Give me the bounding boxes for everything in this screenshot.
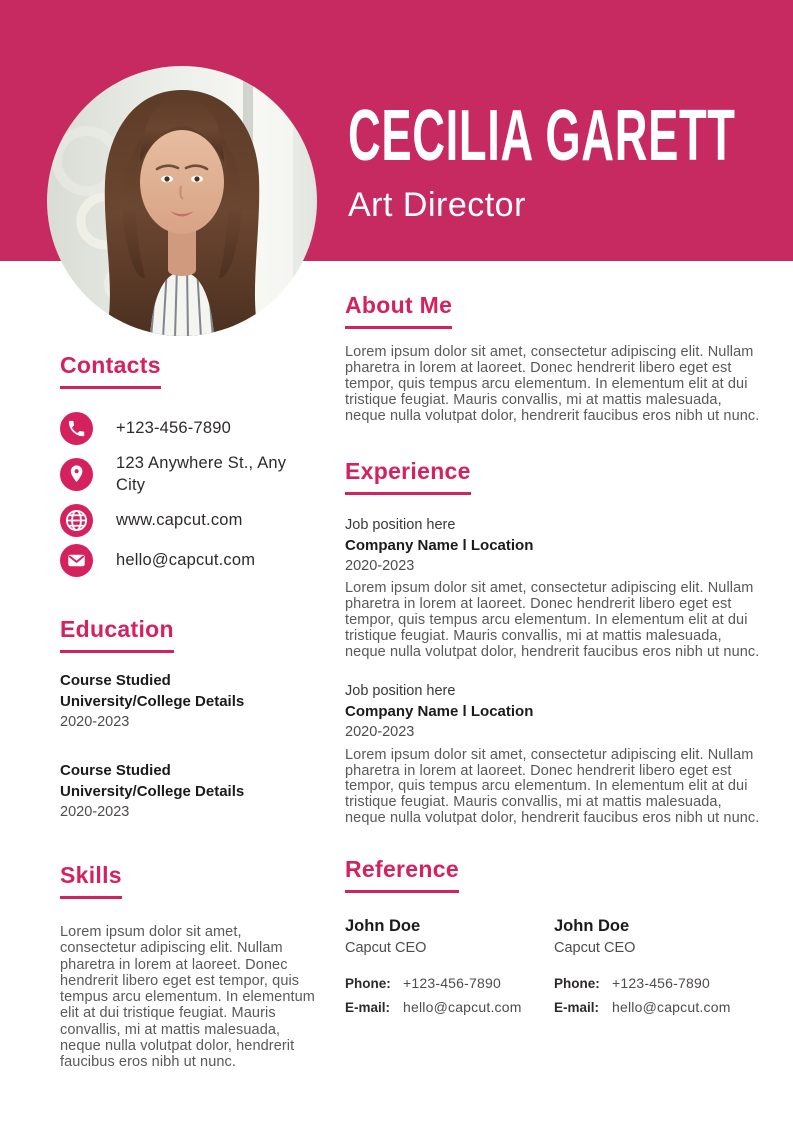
phone-icon (60, 412, 93, 445)
education-course: Course Studied (60, 761, 171, 779)
job-company: Company Name l Location (345, 703, 534, 721)
person-name: CECILIA GARETT (348, 96, 736, 176)
contact-phone: +123-456-7890 (116, 419, 231, 438)
education-course: Course Studied (60, 671, 171, 689)
profile-photo (47, 66, 317, 336)
reference-phone: +123-456-7890 (403, 974, 501, 991)
skills-section (60, 862, 318, 1070)
portrait-illustration (47, 66, 317, 336)
job-years: 2020-2023 (345, 724, 415, 741)
globe-icon (60, 504, 93, 537)
contacts-section (60, 352, 318, 577)
reference-email: hello@capcut.com (612, 998, 731, 1015)
reference-email-line (345, 999, 554, 1015)
reference-section (345, 856, 763, 1023)
about-heading: About Me (345, 292, 452, 329)
reference-entry (554, 915, 763, 1023)
person-job-title: Art Director (348, 186, 526, 225)
education-heading: Education (60, 616, 174, 653)
reference-name: John Doe (345, 917, 421, 936)
email-icon (60, 544, 93, 577)
contact-address: 123 Anywhere St., Any City (116, 454, 287, 495)
contact-row-address (60, 452, 318, 497)
phone-label: Phone: (554, 975, 600, 991)
about-section (345, 292, 763, 425)
reference-entry (345, 915, 554, 1023)
reference-phone-line (554, 975, 763, 991)
skills-text: Lorem ipsum dolor sit amet, consectetur adipiscing elit. Nullam pharetra in lorem at laoreet. Donec hendrerit libero eget est tempor, quis tempus arcu elementum. In elementum elit at dui tristique feugiat. Mauris convallis, mi at mattis malesuada, neque nulla volutpat dolor, hendrerit faucibus eros nibh ut nunc. (60, 924, 315, 1070)
contact-list (60, 412, 318, 577)
phone-label: Phone: (345, 975, 391, 991)
contact-website: www.capcut.com (116, 510, 243, 529)
contact-row-phone (60, 412, 318, 445)
reference-heading: Reference (345, 856, 459, 893)
email-label: E-mail: (554, 999, 600, 1015)
reference-email: hello@capcut.com (403, 998, 522, 1015)
reference-email-line (554, 999, 763, 1015)
about-text: Lorem ipsum dolor sit amet, consectetur adipiscing elit. Nullam pharetra in lorem at laoreet. Donec hendrerit libero eget est tempor, quis tempus arcu elementum. In elementum elit at dui tristique feugiat. Mauris convallis, mi at mattis malesuada, neque nulla volutpat dolor, hendrerit faucibus eros nibh ut nunc. (345, 344, 760, 424)
location-pin-icon (60, 458, 93, 491)
education-school: University/College Details (60, 692, 245, 710)
email-label: E-mail: (345, 999, 391, 1015)
education-section (60, 616, 318, 823)
skills-heading: Skills (60, 862, 122, 899)
education-years: 2020-2023 (60, 803, 130, 820)
reference-name: John Doe (554, 917, 630, 936)
reference-role: Capcut CEO (554, 939, 636, 956)
contact-row-email (60, 544, 318, 577)
reference-phone: +123-456-7890 (612, 974, 710, 991)
reference-role: Capcut CEO (345, 939, 427, 956)
reference-grid (345, 915, 763, 1023)
reference-phone-line (345, 975, 554, 991)
education-entry (60, 760, 318, 822)
education-school: University/College Details (60, 782, 245, 800)
job-years: 2020-2023 (345, 557, 415, 574)
education-entry (60, 670, 318, 732)
left-column (60, 352, 318, 1070)
experience-heading: Experience (345, 458, 471, 495)
job-company: Company Name l Location (345, 536, 534, 554)
job-description: Lorem ipsum dolor sit amet, consectetur adipiscing elit. Nullam pharetra in lorem at laoreet. Donec hendrerit libero eget est tempor, quis tempus arcu elementum. In elementum elit at dui tristique feugiat. Mauris convallis, mi at mattis malesuada, neque nulla volutpat dolor, hendrerit faucibus eros nibh ut nunc. (345, 580, 760, 661)
experience-section (345, 458, 763, 828)
header-text (348, 96, 793, 225)
contact-email: hello@capcut.com (116, 550, 256, 569)
job-description: Lorem ipsum dolor sit amet, consectetur adipiscing elit. Nullam pharetra in lorem at laoreet. Donec hendrerit libero eget est tempor, quis tempus arcu elementum. In elementum elit at dui tristique feugiat. Mauris convallis, mi at mattis malesuada, neque nulla volutpat dolor, hendrerit faucibus eros nibh ut nunc. (345, 746, 760, 827)
experience-entry (345, 681, 763, 827)
right-column (345, 292, 763, 1023)
contacts-heading: Contacts (60, 352, 161, 389)
education-years: 2020-2023 (60, 713, 130, 730)
contact-row-website (60, 504, 318, 537)
job-position: Job position here (345, 682, 456, 699)
experience-entry (345, 515, 763, 661)
job-position: Job position here (345, 516, 456, 533)
